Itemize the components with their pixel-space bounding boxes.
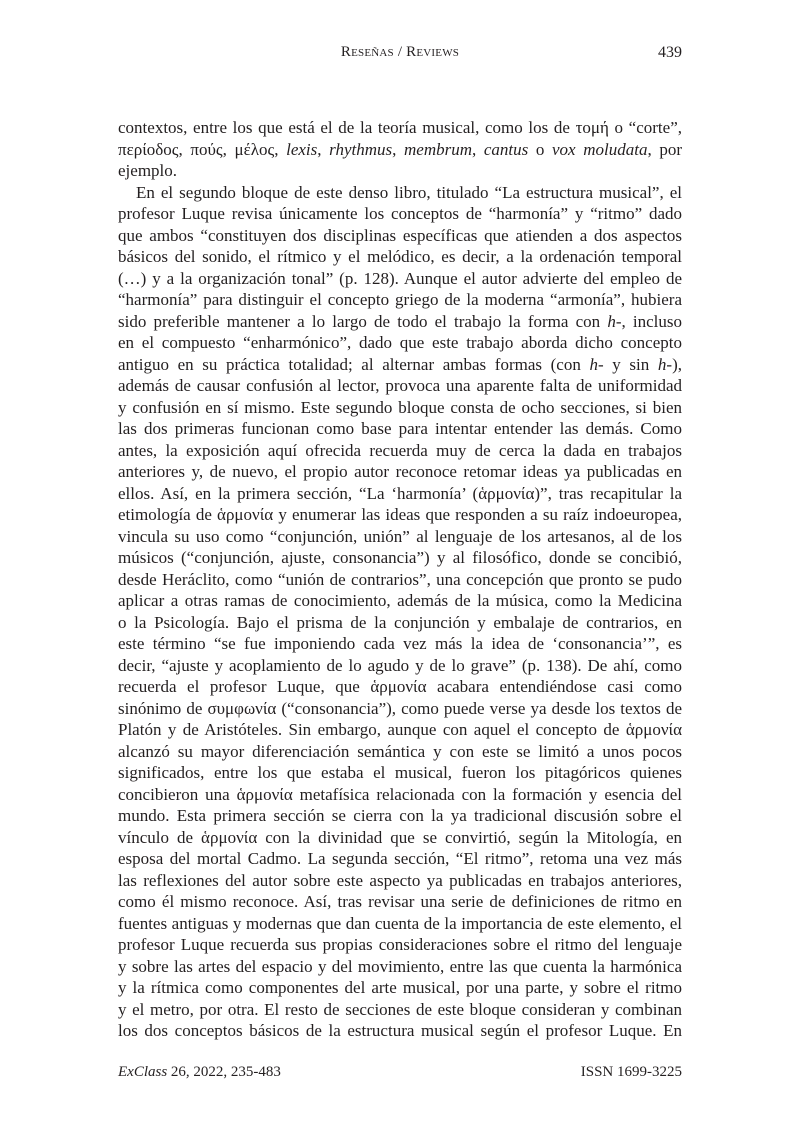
text-segment: las reflexiones del autor sobre este aspecto ya publicadas en trabajos anteriores, <box>118 870 682 890</box>
italic-term: cantus <box>483 139 529 159</box>
text-segment: o <box>528 139 553 159</box>
text-line <box>118 397 682 419</box>
text-segment: las dos primeras funcionan como base para intentar entender las demás. Como <box>118 419 682 438</box>
text-line <box>118 934 682 956</box>
body-text <box>118 117 682 1042</box>
text-line <box>118 332 682 354</box>
text-segment: además de causar confusión al lector, provoca una aparente falta de uniformidad <box>118 376 682 395</box>
text-line <box>118 891 682 913</box>
text-segment: sinónimo de συμφωνία (“consonancia”), como puede verse ya desde los textos de <box>118 698 682 718</box>
text-segment: significados, entre los que estaba el musical, fueron los pitagóricos quienes <box>118 763 682 782</box>
text-segment: vincula su uso como “conjunción, unión” al lenguaje de los artesanos, al de los <box>118 526 682 546</box>
text-line <box>118 1020 682 1042</box>
text-segment: contextos, entre los que está el de la teoría musical, como los de τομή o “corte”, <box>118 118 682 137</box>
text-segment: que ambos “constituyen dos disciplinas específicas que atienden a dos aspectos <box>118 225 682 245</box>
text-line <box>118 418 682 440</box>
text-segment: profesor Luque recuerda sus propias consideraciones sobre el ritmo del lenguaje <box>118 935 682 954</box>
text-segment: vínculo de ἁρμονία con la divinidad que se convirtió, según la Mitología, en <box>118 827 682 847</box>
italic-term: h- <box>657 354 673 374</box>
text-segment: ), <box>672 354 683 374</box>
text-line <box>118 117 682 139</box>
italic-term: vox moludata <box>552 139 648 159</box>
text-segment: básicos del sonido, el rítmico y el melódico, es decir, a la ordenación temporal <box>118 247 682 266</box>
text-segment: Platón y de Aristóteles. Sin embargo, aunque con aquel el concepto de ἁρμονία <box>118 720 682 739</box>
text-segment: En el segundo bloque de este denso libro, titulado “La estructura musical”, el <box>136 182 682 202</box>
italic-term: h- <box>589 354 604 374</box>
text-line <box>118 203 682 225</box>
text-segment: decir, “ajuste y acoplamiento de lo agudo y de lo grave” (p. 138). De ahí, como <box>118 655 682 675</box>
text-segment: o la Psicología. Bajo el prisma de la conjunción y embalaje de contrarios, en <box>118 612 682 632</box>
text-segment: concibieron una ἁρμονία metafísica relacionada con la formación y esencia del <box>118 784 682 804</box>
text-segment: en el compuesto “enharmónico”, dado que este trabajo aborda dicho concepto <box>118 333 682 352</box>
text-segment: , por <box>647 139 682 159</box>
issn: ISSN 1699-3225 <box>580 1064 682 1080</box>
text-line <box>118 139 682 161</box>
text-segment: mundo. Esta primera sección se cierra con la ya tradicional discusión sobre el <box>118 806 682 825</box>
text-segment: “harmonía” para distinguir el concepto griego de la moderna “armonía”, hubiera <box>118 290 682 309</box>
text-line <box>118 956 682 978</box>
journal-citation <box>118 1064 281 1081</box>
text-segment: alcanzó su mayor diferenciación semántica y con este se limitó a unos pocos <box>118 741 682 761</box>
text-segment: como él mismo reconoce. Así, tras revisar una serie de definiciones de ritmo en <box>118 892 682 911</box>
running-header: Reseñas / Reviews <box>340 44 460 60</box>
text-segment: (…) y a la organización tonal” (p. 128). Aunque el autor advierte del empleo de <box>118 268 682 288</box>
text-segment: y sin <box>603 354 658 374</box>
text-segment: recuerda el profesor Luque, que ἁρμονία acabara entendiéndose casi como <box>118 677 682 696</box>
text-line <box>118 160 682 182</box>
text-line <box>118 999 682 1021</box>
text-segment: y la rítmica como componentes del arte musical, por una parte, y sobre el ritmo <box>118 978 682 997</box>
text-line <box>118 741 682 763</box>
text-line <box>118 182 682 204</box>
text-line <box>118 827 682 849</box>
page-number: 439 <box>658 44 682 61</box>
text-line <box>118 526 682 548</box>
text-line <box>118 762 682 784</box>
text-segment: sido preferible mantener a lo largo de todo el trabajo la forma con <box>118 311 608 331</box>
text-segment: περίοδος, πούς, μέλος, <box>118 139 287 159</box>
text-line <box>118 268 682 290</box>
text-segment: aplicar a otras ramas de conocimiento, además de la música, como la Medicina <box>118 591 682 610</box>
text-line <box>118 354 682 376</box>
text-line <box>118 225 682 247</box>
text-line <box>118 569 682 591</box>
text-segment: y el metro, por otra. El resto de secciones de este bloque consideran y combinan <box>118 999 682 1019</box>
text-line <box>118 547 682 569</box>
text-line <box>118 719 682 741</box>
text-segment: antes, la exposición aquí ofrecida recuerda muy de cerca la dada en trabajos <box>118 440 682 460</box>
text-line <box>118 633 682 655</box>
italic-term: lexis <box>286 139 318 159</box>
text-line <box>118 655 682 677</box>
text-segment: ellos. Así, en la primera sección, “La ‘harmonía’ (ἁρμονία)”, tras recapitular la <box>118 483 682 503</box>
text-line <box>118 870 682 892</box>
text-segment: músicos (“conjunción, ajuste, consonancia”) y al filosófico, donde se concibió, <box>118 548 682 567</box>
text-segment: anteriores y, de nuevo, el propio autor reconoce retomar ideas ya publicadas en <box>118 462 682 481</box>
text-segment: profesor Luque revisa únicamente los conceptos de “harmonía” y “ritmo” dado <box>118 204 682 223</box>
text-line <box>118 289 682 311</box>
italic-term: rhythmus <box>329 139 393 159</box>
text-segment: ejemplo. <box>118 161 178 180</box>
text-line <box>118 311 682 333</box>
text-segment: , <box>392 139 404 159</box>
text-line <box>118 698 682 720</box>
text-segment: desde Heráclito, como “unión de contrarios”, una concepción que pronto se pudo <box>118 569 682 589</box>
italic-term: membrum <box>404 139 472 159</box>
text-line <box>118 440 682 462</box>
text-line <box>118 612 682 634</box>
text-line <box>118 913 682 935</box>
text-line <box>118 784 682 806</box>
italic-term: h- <box>607 311 622 331</box>
text-segment: y sobre las artes del espacio y del movimiento, entre las que cuenta la harmónica <box>118 956 682 976</box>
text-line <box>118 977 682 999</box>
text-segment: , incluso <box>621 311 683 331</box>
text-line <box>118 461 682 483</box>
text-line <box>118 504 682 526</box>
text-line <box>118 676 682 698</box>
text-line <box>118 483 682 505</box>
text-segment: y confusión en sí mismo. Este segundo bloque consta de ocho secciones, si bien <box>118 397 682 417</box>
text-line <box>118 246 682 268</box>
text-line <box>118 805 682 827</box>
text-line <box>118 848 682 870</box>
text-line <box>118 590 682 612</box>
volume-info: 26, 2022, 235-483 <box>167 1064 281 1080</box>
text-segment: , <box>472 139 484 159</box>
text-segment: esposa del mortal Cadmo. La segunda sección, “El ritmo”, retoma una vez más <box>118 849 682 868</box>
text-segment: etimología de ἁρμονία y enumerar las ideas que responden a su raíz indoeuropea, <box>118 505 682 524</box>
text-segment: , <box>317 139 330 159</box>
text-line <box>118 375 682 397</box>
text-segment: antiguo en su práctica totalidad; al alternar ambas formas (con <box>118 354 590 374</box>
text-segment: fuentes antiguas y modernas que dan cuenta de la importancia de este elemento, el <box>118 913 682 933</box>
text-segment: los dos conceptos básicos de la estructura musical según el profesor Luque. En <box>118 1021 682 1040</box>
text-segment: este término “se fue imponiendo cada vez más la idea de ‘consonancia’”, es <box>118 634 682 653</box>
journal-name: ExClass <box>118 1064 168 1080</box>
